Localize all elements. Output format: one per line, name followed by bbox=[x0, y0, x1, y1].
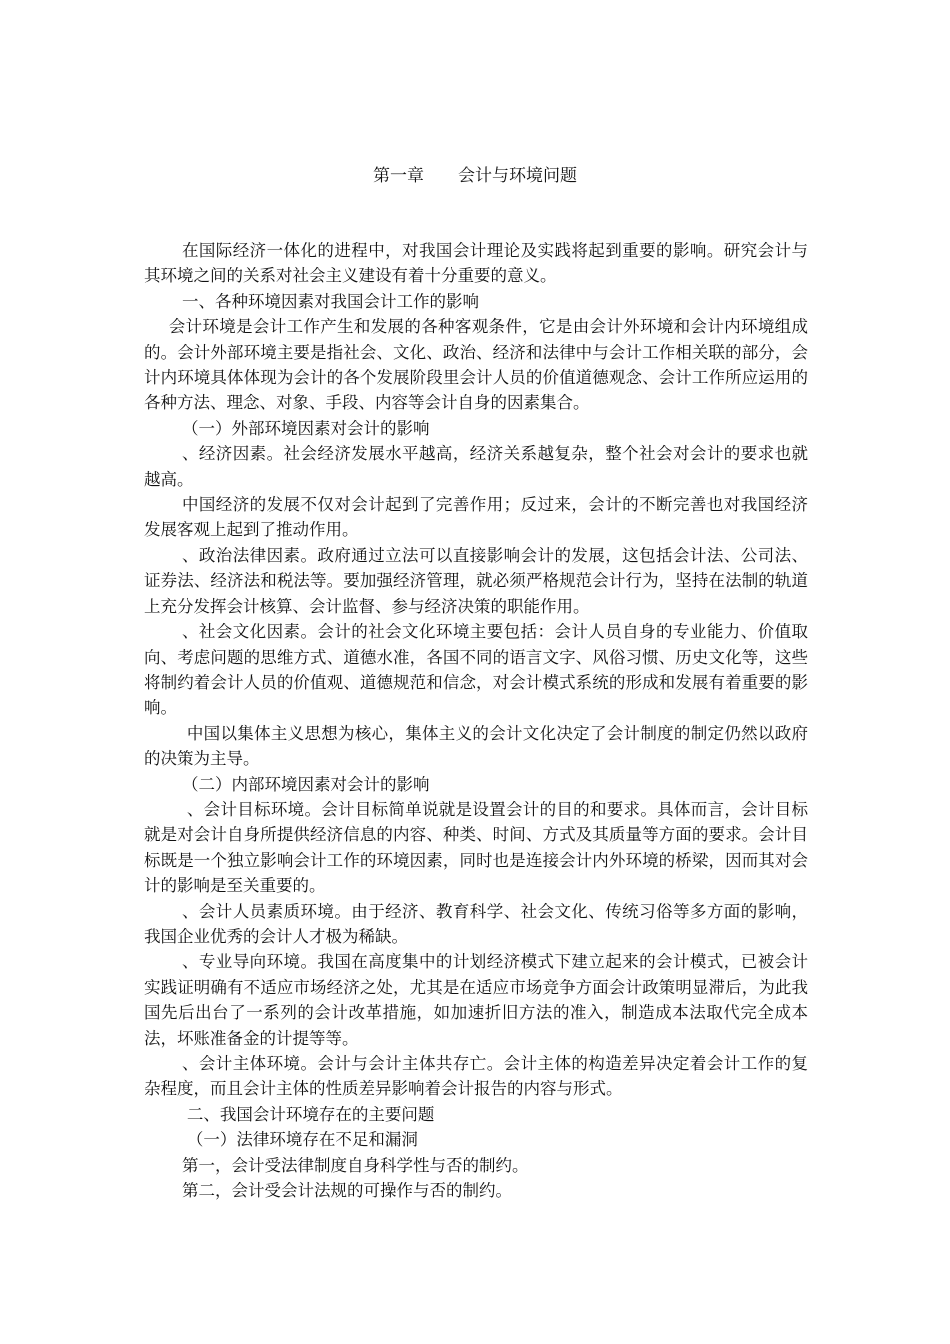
body-paragraph: 中国以集体主义思想为核心，集体主义的会计文化决定了会计制度的制定仍然以政府的决策为主导。 bbox=[144, 723, 808, 769]
body-paragraph: 、会计目标环境。会计目标简单说就是设置会计的目的和要求。具体而言，会计目标就是对会计自身所提供经济信息的内容、种类、时间、方式及其质量等方面的要求。会计目标既是一个独立影响会计工作的环境因素，同时也是连接会计内外环境的桥梁，因而其对会计的影响是至关重要的。 bbox=[144, 799, 808, 896]
document-body bbox=[144, 238, 808, 1203]
body-paragraph: 、政治法律因素。政府通过立法可以直接影响会计的发展，这包括会计法、公司法、证券法、经济法和税法等。要加强经济管理，就必须严格规范会计行为，坚持在法制的轨道上充分发挥会计核算、会计监督、参与经济决策的职能作用。 bbox=[144, 545, 808, 616]
subsection-heading: （一）法律环境存在不足和漏洞 bbox=[186, 1130, 418, 1150]
chapter-title: 第一章 会计与环境问题 bbox=[373, 166, 577, 186]
body-paragraph: 、会计人员素质环境。由于经济、教育科学、社会文化、传统习俗等多方面的影响，我国企业优秀的会计人才极为稀缺。 bbox=[144, 901, 808, 946]
body-paragraph: 、会计主体环境。会计与会计主体共存亡。会计主体的构造差异决定着会计工作的复杂程度，而且会计主体的性质差异影响着会计报告的内容与形式。 bbox=[144, 1054, 808, 1099]
subsection-heading: （一）外部环境因素对会计的影响 bbox=[181, 418, 430, 438]
body-paragraph: 会计环境是会计工作产生和发展的各种客观条件，它是由会计外环境和会计内环境组成的。会计外部环境主要是指社会、文化、政治、经济和法律中与会计工作相关联的部分，会计内环境具体体现为会计的各个发展阶段里会计人员的价值道德观念、会计工作所应运用的各种方法、理念、对象、手段、内容等会计自身的因素集合。 bbox=[144, 317, 808, 413]
body-paragraph: 第二，会计受会计法规的可操作与否的制约。 bbox=[181, 1181, 512, 1201]
body-paragraph: 、专业导向环境。我国在高度集中的计划经济模式下建立起来的会计模式，已被会计实践证明确有不适应市场经济之处，尤其是在适应市场竞争方面会计政策明显滞后，为此我国先后出台了一系列的会计改革措施，如加速折旧方法的准入，制造成本法取代完全成本法，坏账准备金的计提等等。 bbox=[144, 952, 808, 1048]
body-paragraph: 、社会文化因素。会计的社会文化环境主要包括：会计人员自身的专业能力、价值取向、考虑问题的思维方式、道德水准，各国不同的语言文字、风俗习惯、历史文化等，这些将制约着会计人员的价值观、道德规范和信念，对会计模式系统的形成和发展有着重要的影响。 bbox=[144, 622, 808, 718]
section-heading: 二、我国会计环境存在的主要问题 bbox=[186, 1104, 435, 1124]
subsection-heading: （二）内部环境因素对会计的影响 bbox=[181, 774, 430, 794]
body-paragraph: 第一，会计受法律制度自身科学性与否的制约。 bbox=[181, 1155, 529, 1175]
section-heading: 一、各种环境因素对我国会计工作的影响 bbox=[181, 291, 479, 311]
intro-paragraph: 在国际经济一体化的进程中，对我国会计理论及实践将起到重要的影响。研究会计与其环境之间的关系对社会主义建设有着十分重要的意义。 bbox=[144, 241, 808, 286]
body-paragraph: 中国经济的发展不仅对会计起到了完善作用；反过来，会计的不断完善也对我国经济发展客观上起到了推动作用。 bbox=[144, 495, 808, 540]
body-paragraph: 、经济因素。社会经济发展水平越高，经济关系越复杂，整个社会对会计的要求也就越高。 bbox=[144, 444, 808, 489]
